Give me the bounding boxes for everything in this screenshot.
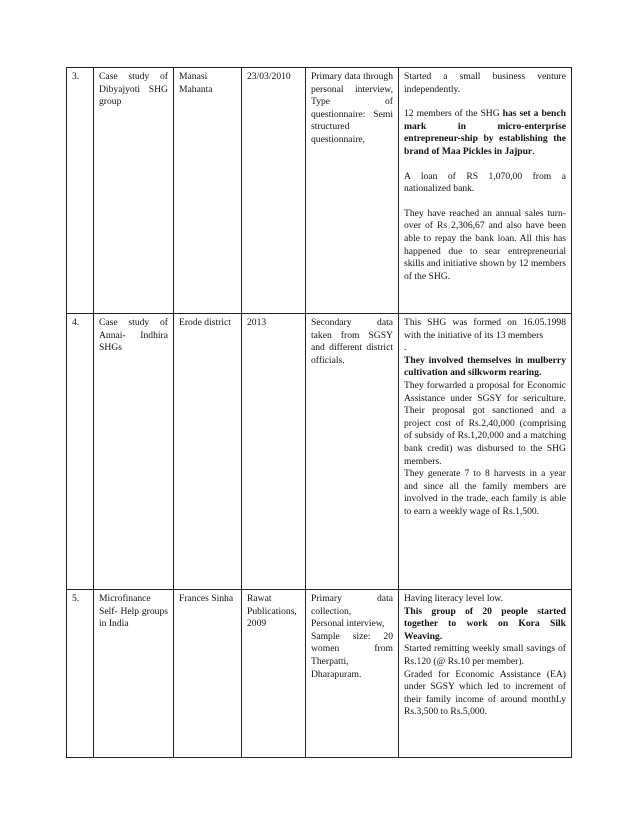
finding-text: Graded for Economic Assistance (EA) under SGSY which led to increment of their family income of around monthLy Rs.3,500 to Rs.5,000. bbox=[404, 668, 566, 718]
table-row bbox=[67, 68, 572, 314]
finding-text: This SHG was formed on 16.05.1998 with the initiative of its 13 members bbox=[404, 317, 566, 341]
method-text: Personal interview, bbox=[311, 618, 385, 630]
finding-text: They forwarded a proposal for Economic Assistance under SGSY for sericulture. Their proposal got sanctioned and a project cost of Rs.2,40,000 (comprising of subsidy of Rs.1,20,000 and a matching bank credit) was disbursed to the SHG members. bbox=[404, 379, 566, 467]
finding-text: A loan of RS 1,070,00 from a nationalized bank. bbox=[404, 170, 566, 195]
study-method: Primary data through personal interview, Type of questionnaire: Semi structured questionnaire, bbox=[306, 68, 399, 314]
study-findings bbox=[399, 314, 572, 590]
finding-text: . bbox=[532, 145, 535, 157]
finding-text: 12 members of the SHG bbox=[404, 108, 503, 120]
study-findings bbox=[399, 68, 572, 314]
finding-highlight: has set a bench mark in micro-enterprise entrepreneur-ship by establishing the brand of Maa Pickles in Jajpur bbox=[404, 108, 566, 157]
study-author: Manasi Mahanta bbox=[174, 68, 242, 314]
study-title: Case study of Annai- Indhira SHGs bbox=[94, 314, 174, 590]
row-number: 4. bbox=[67, 314, 94, 590]
finding-text bbox=[404, 108, 566, 158]
finding-highlight: This group of 20 people started together to work on Kora Silk Weaving. bbox=[404, 605, 566, 642]
finding-text: They generate 7 to 8 harvests in a year and since all the family members are involved in the trade, each family is able to earn a weekly wage of Rs.1,500. bbox=[404, 468, 566, 517]
study-findings bbox=[399, 590, 572, 758]
finding-text: Started a small business venture independently. bbox=[404, 71, 566, 95]
finding-text: Started remitting weekly small savings of Rs.120 (@ Rs.10 per member). bbox=[404, 643, 566, 667]
study-method: Secondary data taken from SGSY and different district officials. bbox=[306, 314, 399, 590]
finding-text: They have reached an annual sales turn-over of Rs 2,306,67 and also have been able to repay the bank loan. All this has happened due to sear entrepreneurial skills and initiative shown by 12 members of the SHG. bbox=[404, 207, 567, 282]
finding-highlight: They involved themselves in mulberry cultivation and silkworm rearing. bbox=[404, 354, 566, 379]
table-row bbox=[67, 314, 572, 590]
row-number: 3. bbox=[67, 68, 94, 314]
method-text: Primary data collection, bbox=[311, 593, 393, 617]
study-author: Frances Sinha bbox=[174, 590, 242, 758]
literature-review-table bbox=[66, 67, 572, 758]
row-number: 5. bbox=[67, 590, 94, 758]
finding-text: . bbox=[404, 342, 407, 354]
table-row bbox=[67, 590, 572, 758]
study-year: 23/03/2010 bbox=[242, 68, 306, 314]
study-method bbox=[306, 590, 399, 758]
method-text: Sample size: 20 women from Therpatti, Dharapuram. bbox=[311, 630, 393, 680]
finding-text: Having literacy level low. bbox=[404, 593, 504, 604]
study-title: Microfinance Self- Help groups in India bbox=[94, 590, 174, 758]
study-year: 2013 bbox=[242, 314, 306, 590]
study-year: Rawat Publications, 2009 bbox=[242, 590, 306, 758]
study-title: Case study of Dibyajyoti SHG group bbox=[94, 68, 174, 314]
study-author: Erode district bbox=[174, 314, 242, 590]
